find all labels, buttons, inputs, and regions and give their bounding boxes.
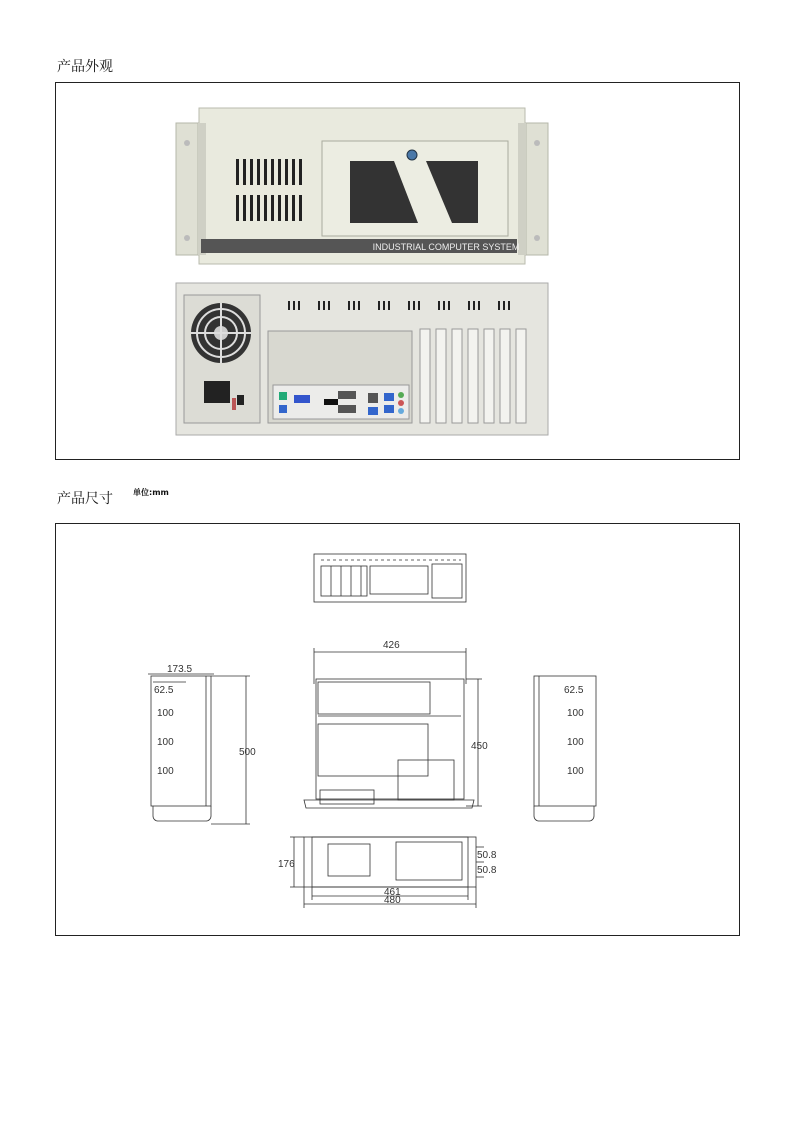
dimension-drawing bbox=[56, 524, 739, 935]
appearance-frame bbox=[55, 82, 740, 460]
top-plan-view bbox=[304, 648, 482, 808]
dimension-drawing-frame bbox=[55, 523, 740, 936]
chassis-front-view bbox=[176, 108, 548, 264]
dim-62-5-left: 62.5 bbox=[154, 685, 174, 696]
unit-label: 单位:mm bbox=[133, 488, 169, 497]
dim-100-right-3: 100 bbox=[567, 766, 584, 777]
dim-461: 461 bbox=[384, 887, 401, 898]
rear-outline-view bbox=[314, 554, 466, 602]
dim-100-left-3: 100 bbox=[157, 766, 174, 777]
chassis-rear-view bbox=[176, 283, 548, 435]
dim-450: 450 bbox=[471, 741, 488, 752]
left-side-view bbox=[148, 674, 250, 824]
dim-100-right-1: 100 bbox=[567, 708, 584, 719]
dimensions-title: 产品尺寸 bbox=[57, 491, 113, 507]
front-panel-label: INDUSTRIAL COMPUTER SYSTEM bbox=[372, 242, 520, 252]
chassis-photo bbox=[56, 83, 739, 459]
dim-100-right-2: 100 bbox=[567, 737, 584, 748]
dim-62-5-right: 62.5 bbox=[564, 685, 584, 696]
dim-100-left-2: 100 bbox=[157, 737, 174, 748]
dim-480: 480 bbox=[384, 895, 401, 906]
dim-176: 176 bbox=[278, 859, 295, 870]
appearance-title: 产品外观 bbox=[57, 59, 113, 75]
dim-50-8-upper: 50.8 bbox=[477, 850, 497, 861]
dim-173-5: 173.5 bbox=[167, 664, 193, 675]
right-side-view bbox=[534, 676, 596, 821]
dim-500: 500 bbox=[239, 747, 256, 758]
dim-50-8-lower: 50.8 bbox=[477, 865, 497, 876]
dim-426: 426 bbox=[383, 640, 400, 651]
dim-100-left-1: 100 bbox=[157, 708, 174, 719]
